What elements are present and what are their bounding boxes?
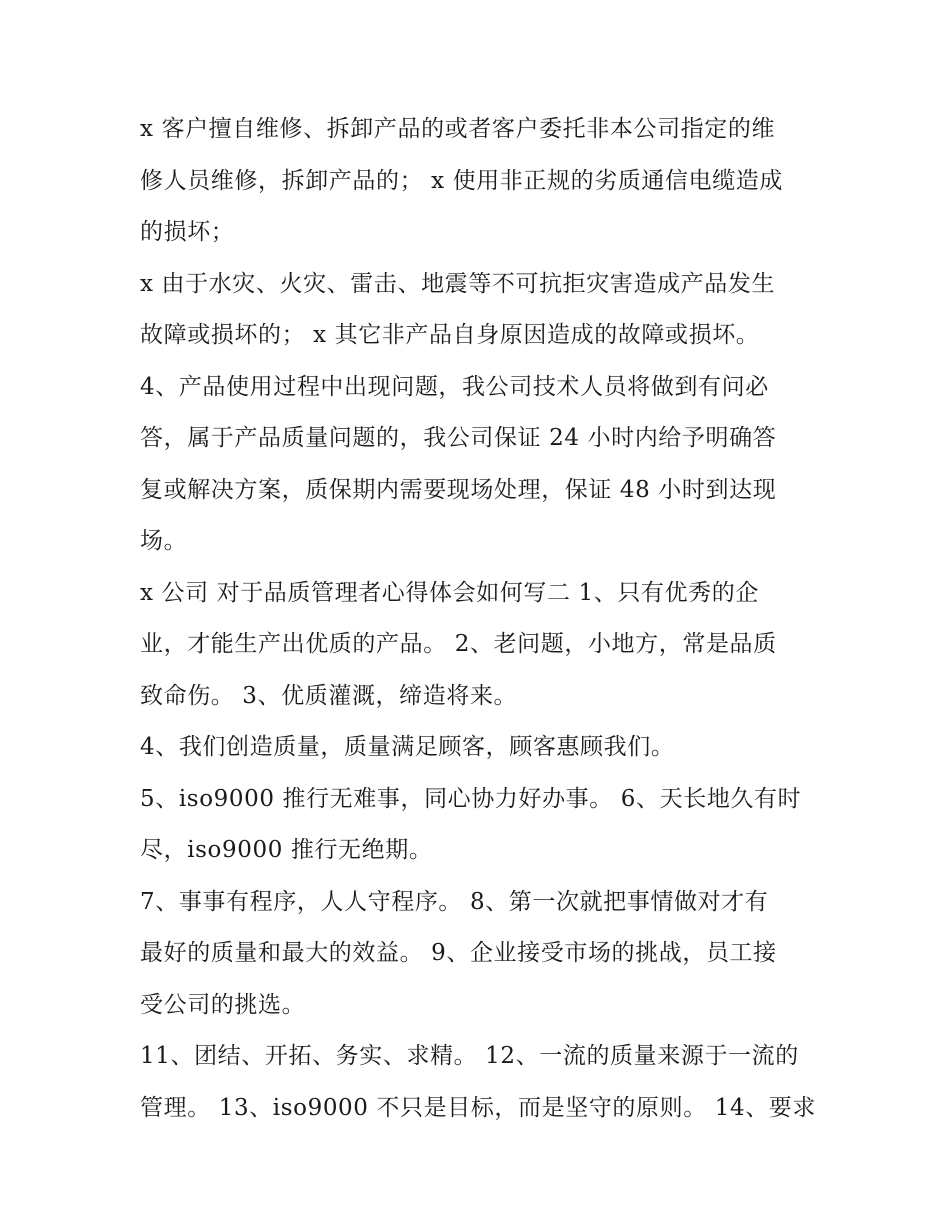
text-line: 4、产品使用过程中出现问题，我公司技术人员将做到有问必 (140, 373, 769, 400)
text-line: 11、团结、开拓、务实、求精。 12、一流的质量来源于一流的 (140, 1043, 799, 1069)
text-line: 故障或损坏的； x 其它非产品自身原因造成的故障或损坏。 (140, 322, 760, 348)
text-line: 受公司的挑选。 (140, 991, 306, 1018)
text-line: 场。 (140, 528, 188, 554)
text-line: 尽，iso9000 推行无绝期。 (140, 837, 433, 863)
text-line: x 由于水灾、火灾、雷击、地震等不可抗拒灾害造成产品发生 (140, 270, 776, 297)
text-line: 4、我们创造质量，质量满足顾客，顾客惠顾我们。 (140, 734, 675, 760)
document-body (140, 104, 820, 1134)
text-line: x 客户擅自维修、拆卸产品的或者客户委托非本公司指定的维 (140, 116, 776, 142)
text-line: 致命伤。 3、优质灌溉，缔造将来。 (140, 682, 518, 709)
text-line: 5、iso9000 推行无难事，同心协力好办事。 6、天长地久有时 (140, 785, 802, 812)
text-line: 的损坏； (140, 219, 235, 245)
text-line: 7、事事有程序，人人守程序。 8、第一次就把事情做对才有 (140, 888, 769, 915)
text-line: 答，属于产品质量问题的，我公司保证 24 小时内给予明确答 (140, 425, 777, 451)
text-line: x 公司 对于品质管理者心得体会如何写二 1、只有优秀的企 (140, 579, 759, 606)
text-line: 修人员维修，拆卸产品的； x 使用非正规的劣质通信电缆造成 (140, 167, 783, 194)
text-line: 业，才能生产出优质的产品。 2、老问题，小地方，常是品质 (140, 631, 777, 657)
text-line: 管理。 13、iso9000 不只是目标，而是坚守的原则。 14、要求 (140, 1094, 817, 1121)
text-line: 复或解决方案，质保期内需要现场处理，保证 48 小时到达现 (140, 476, 777, 503)
text-line: 最好的质量和最大的效益。 9、企业接受市场的挑战，员工接 (140, 940, 777, 966)
